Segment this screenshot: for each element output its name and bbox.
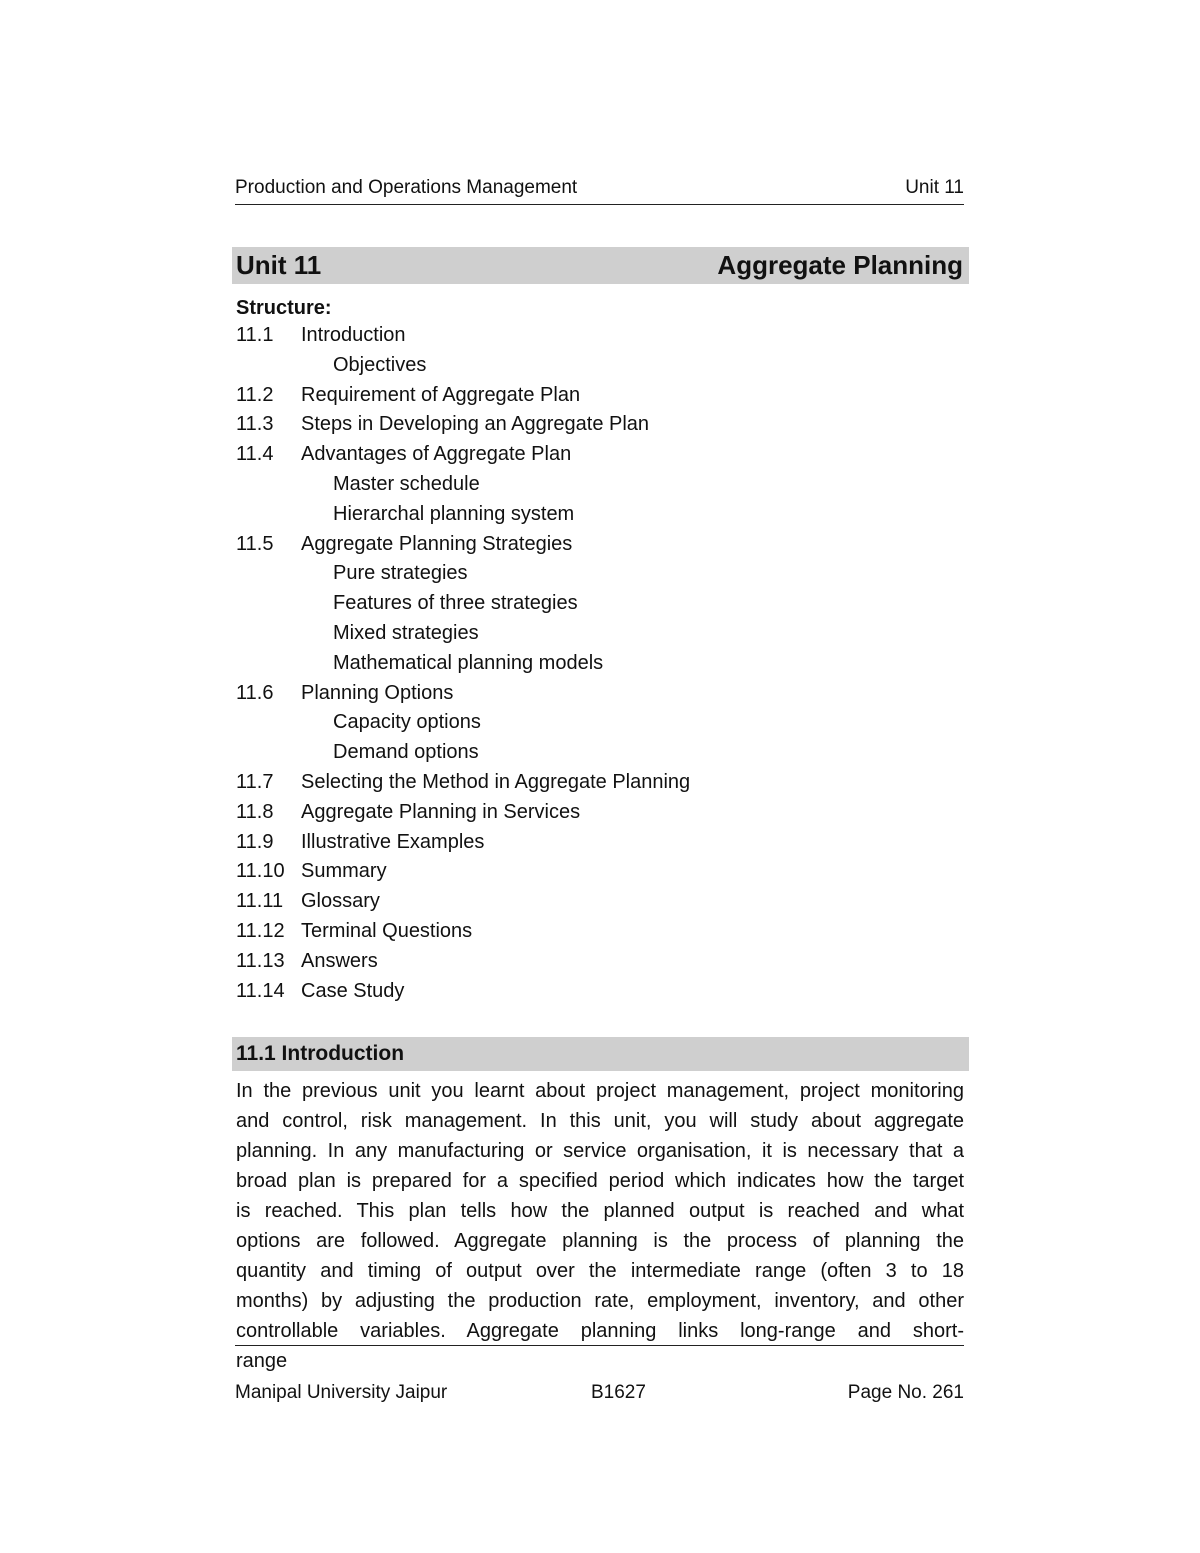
structure-label: Structure: xyxy=(236,297,332,319)
toc-item-number: 11.8 xyxy=(236,800,274,823)
page-footer xyxy=(235,1380,964,1408)
toc-item-label: Aggregate Planning in Services xyxy=(301,800,581,823)
toc-item-label: Mathematical planning models xyxy=(333,651,604,674)
toc-item xyxy=(236,440,966,470)
toc-item xyxy=(236,321,966,351)
toc-item-number: 11.1 xyxy=(236,324,274,346)
toc-item-label: Aggregate Planning Strategies xyxy=(301,532,573,555)
toc-item xyxy=(236,917,966,947)
toc-item-label: Master schedule xyxy=(333,472,480,495)
toc-item-label: Capacity options xyxy=(333,711,481,734)
footer-course-code: B1627 xyxy=(591,1382,646,1403)
toc-item-label: Introduction xyxy=(301,324,406,346)
paragraph-line: broad plan is prepared for a specified period which indicates how the target xyxy=(236,1170,964,1192)
toc-subitem xyxy=(236,649,966,679)
toc-subitem xyxy=(236,589,966,619)
toc-item-label: Pure strategies xyxy=(333,562,468,585)
table-of-contents xyxy=(236,321,966,1006)
toc-item-label: Illustrative Examples xyxy=(301,830,485,853)
toc-item xyxy=(236,857,966,887)
toc-item-label: Glossary xyxy=(301,890,380,913)
section-heading: 11.1 Introduction xyxy=(236,1042,405,1065)
toc-item xyxy=(236,887,966,917)
toc-item xyxy=(236,410,966,440)
toc-item-number: 11.5 xyxy=(236,532,274,555)
toc-item-number: 11.14 xyxy=(236,979,285,1002)
toc-item-label: Summary xyxy=(301,860,387,883)
toc-item-label: Case Study xyxy=(301,979,405,1002)
toc-item-label: Demand options xyxy=(333,741,479,764)
section-heading-bar xyxy=(232,1037,969,1071)
toc-item-label: Advantages of Aggregate Plan xyxy=(301,443,572,466)
paragraph-line: is reached. This plan tells how the planned output is reached and what xyxy=(236,1200,964,1222)
paragraph-line: and control, risk management. In this unit, you will study about aggregate xyxy=(236,1110,964,1132)
introduction-paragraph xyxy=(236,1076,964,1376)
unit-number: Unit 11 xyxy=(236,250,322,280)
toc-item-number: 11.4 xyxy=(236,443,274,466)
toc-item xyxy=(236,947,966,977)
toc-item xyxy=(236,828,966,858)
toc-item-number: 11.7 xyxy=(236,770,274,793)
toc-item-number: 11.12 xyxy=(236,919,285,942)
toc-subitem xyxy=(236,559,966,589)
unit-title: Aggregate Planning xyxy=(717,250,963,280)
toc-item-label: Answers xyxy=(301,949,378,972)
toc-item-number: 11.13 xyxy=(236,949,285,972)
toc-subitem xyxy=(236,351,966,381)
paragraph-line: In the previous unit you learnt about project management, project monitoring xyxy=(236,1080,964,1102)
footer-university: Manipal University Jaipur xyxy=(235,1382,448,1403)
toc-subitem xyxy=(236,708,966,738)
toc-subitem xyxy=(236,470,966,500)
toc-item-number: 11.2 xyxy=(236,383,274,406)
toc-item xyxy=(236,679,966,709)
toc-item-label: Features of three strategies xyxy=(333,592,578,615)
toc-item-number: 11.11 xyxy=(236,890,284,913)
header-course-title: Production and Operations Management xyxy=(235,177,578,198)
footer-divider xyxy=(235,1345,964,1346)
footer-page-number: Page No. 261 xyxy=(847,1382,964,1403)
toc-subitem xyxy=(236,500,966,530)
toc-item-number: 11.6 xyxy=(236,681,274,704)
unit-title-bar xyxy=(232,247,969,284)
paragraph-line: controllable variables. Aggregate planning links long-range and short- xyxy=(236,1320,964,1342)
toc-item-label: Objectives xyxy=(333,353,427,376)
toc-item-label: Requirement of Aggregate Plan xyxy=(301,383,581,406)
toc-item xyxy=(236,381,966,411)
toc-subitem xyxy=(236,738,966,768)
toc-item-label: Steps in Developing an Aggregate Plan xyxy=(301,413,650,436)
paragraph-line: quantity and timing of output over the intermediate range (often 3 to 18 xyxy=(236,1260,964,1282)
toc-item-label: Mixed strategies xyxy=(333,621,479,644)
toc-item-number: 11.10 xyxy=(236,860,285,883)
toc-item xyxy=(236,798,966,828)
toc-item-label: Planning Options xyxy=(301,681,454,704)
paragraph-line: months) by adjusting the production rate, employment, inventory, and other xyxy=(236,1290,964,1312)
toc-item-number: 11.3 xyxy=(236,413,274,436)
toc-item xyxy=(236,768,966,798)
toc-item-label: Terminal Questions xyxy=(301,919,473,942)
paragraph-line: options are followed. Aggregate planning is the process of planning the xyxy=(236,1230,964,1252)
toc-item-number: 11.9 xyxy=(236,830,274,853)
toc-item xyxy=(236,530,966,560)
running-header xyxy=(235,176,964,205)
toc-item-label: Hierarchal planning system xyxy=(333,502,575,525)
toc-item xyxy=(236,977,966,1007)
toc-item-label: Selecting the Method in Aggregate Planning xyxy=(301,770,691,793)
toc-subitem xyxy=(236,619,966,649)
header-unit-label: Unit 11 xyxy=(905,177,964,198)
paragraph-line: planning. In any manufacturing or service organisation, it is necessary that a xyxy=(236,1140,964,1162)
paragraph-line: range xyxy=(236,1350,288,1372)
